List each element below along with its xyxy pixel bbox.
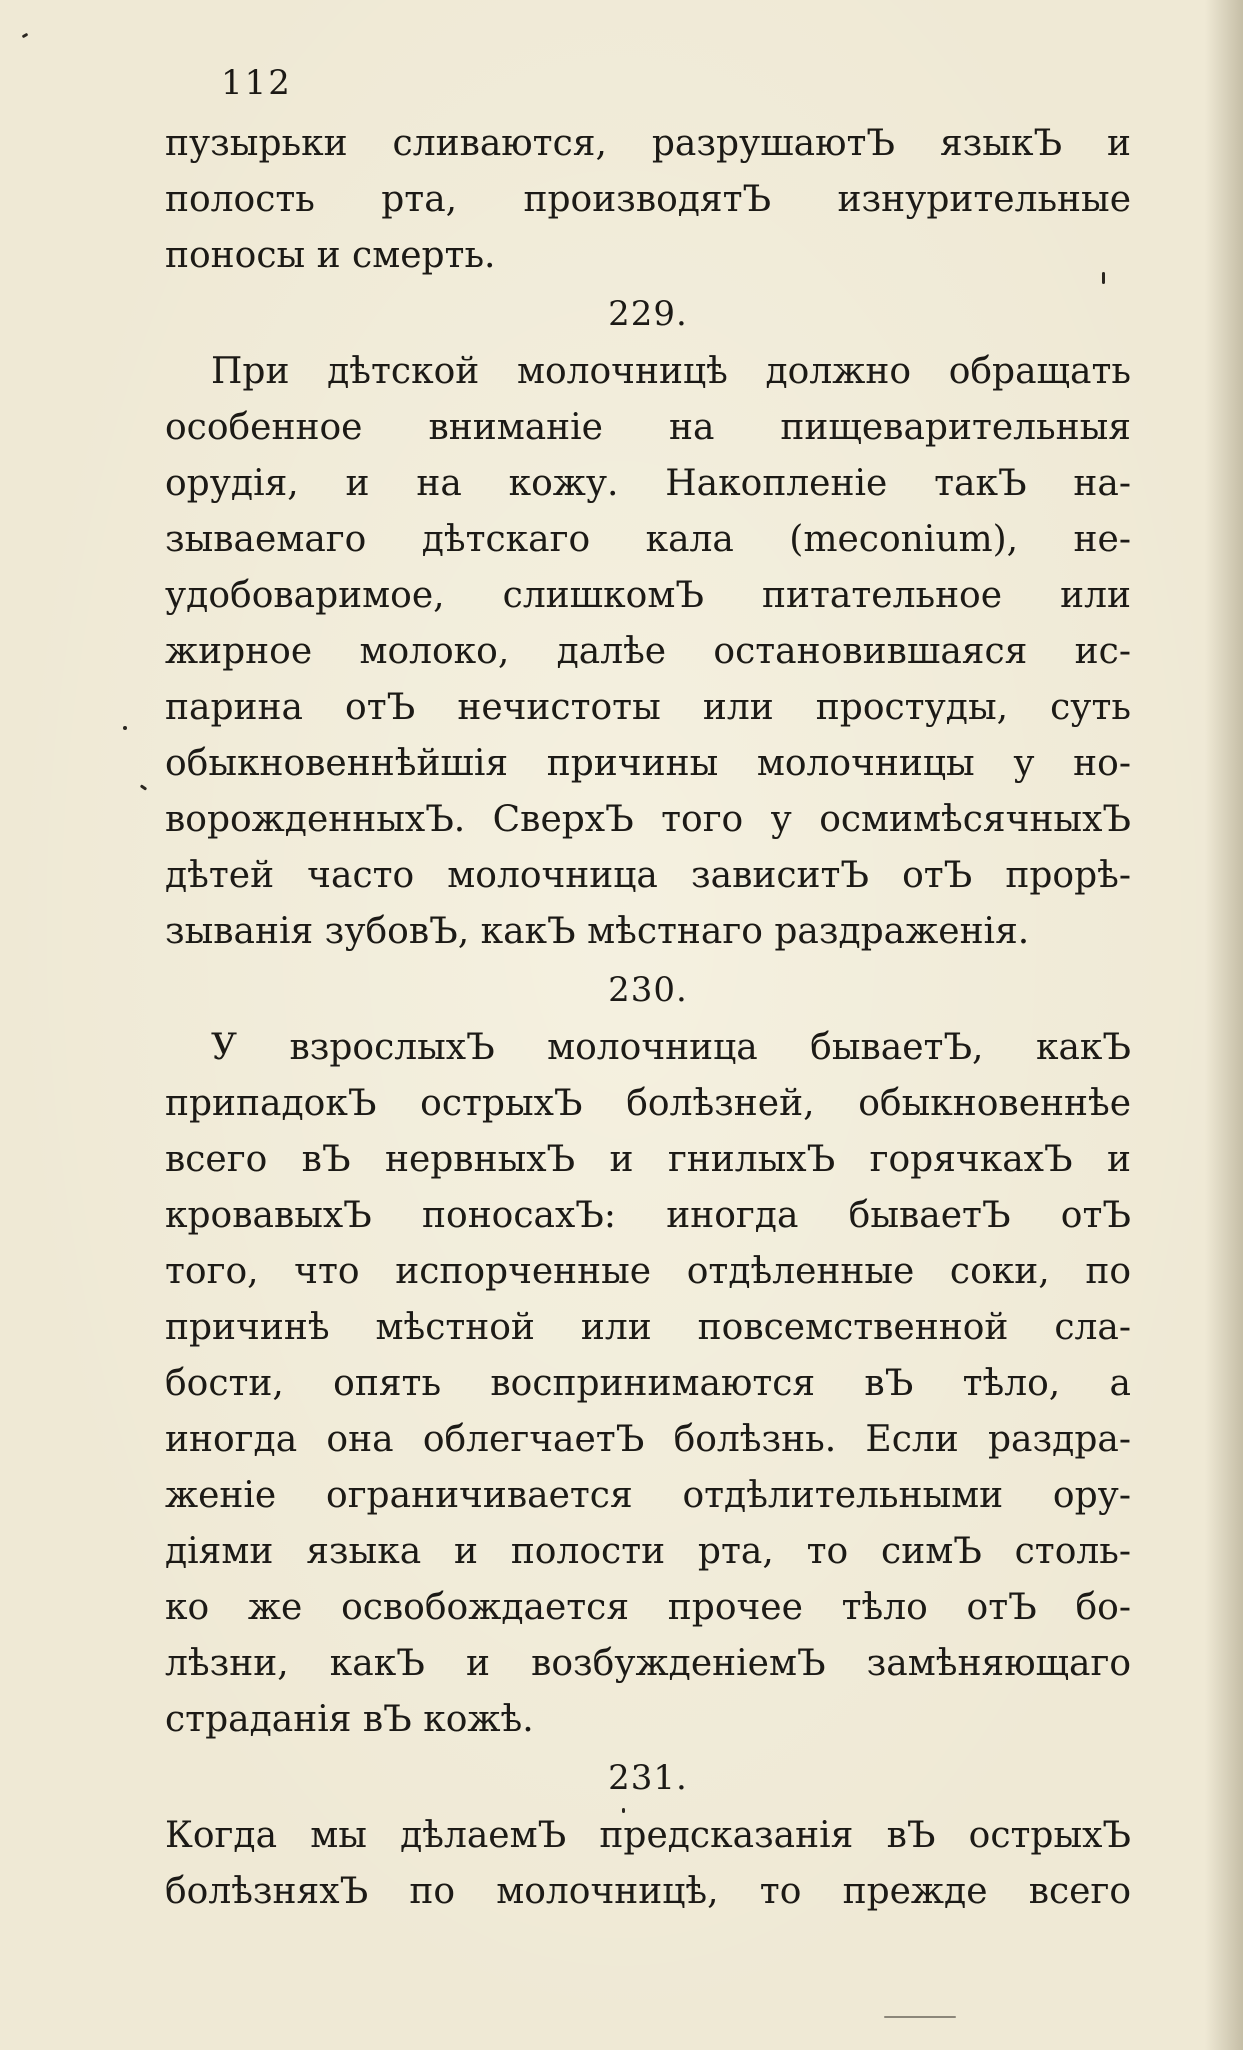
text-line: обыкновеннѣйшія причины молочницы у но-: [165, 743, 1131, 784]
text-line: дѣтей часто молочница зависитЪ отЪ прорѣ-: [165, 855, 1131, 896]
text-line: Когда мы дѣлаемЪ предсказанія вЪ острыхЪ: [165, 1815, 1131, 1856]
text-line: кровавыхЪ поносахЪ: иногда бываетЪ отЪ: [165, 1195, 1131, 1236]
text-line: женіе ограничивается отдѣлительными ору-: [165, 1475, 1131, 1516]
text-line: того, что испорченные отдѣленные соки, по: [165, 1251, 1131, 1292]
text-line: парина отЪ нечистоты или простуды, суть: [165, 687, 1131, 728]
text-line: При дѣтской молочницѣ должно обращать: [211, 351, 1131, 392]
paragraph-231: [165, 1808, 1131, 1920]
ink-speck: [22, 33, 29, 39]
text-line: лѣзни, какЪ и возбужденіемЪ замѣняющаго: [165, 1643, 1131, 1684]
text-line: причинѣ мѣстной или повсемственной сла-: [165, 1307, 1131, 1348]
text-line: поносы и смерть.: [165, 235, 496, 276]
page-text: [165, 60, 1131, 1920]
text-line: У взрослыхЪ молочница бываетЪ, какЪ: [211, 1027, 1131, 1068]
ink-speck: [140, 784, 147, 790]
text-line: зываемаго дѣтскаго кала (meconium), не-: [165, 519, 1131, 560]
text-line: особенное вниманіе на пищеварительныя: [165, 407, 1131, 448]
page-number: 112: [221, 63, 292, 103]
text-line: жирное молоко, далѣе остановившаяся ис-: [165, 631, 1131, 672]
text-line: припадокЪ острыхЪ болѣзней, обыкновеннѣе: [165, 1083, 1131, 1124]
section-number: 229.: [608, 294, 688, 334]
paragraph-continuation: [165, 116, 1131, 284]
paragraph-229: [165, 344, 1131, 960]
text-line: діями языка и полости рта, то симЪ столь-: [165, 1531, 1131, 1572]
ink-speck: [123, 726, 127, 730]
text-line: ворожденныхЪ. СверхЪ того у осмимѣсячныхЪ: [165, 799, 1131, 840]
paragraph-230: [165, 1020, 1131, 1748]
page-edge-shadow: [1205, 0, 1243, 2050]
text-line: иногда она облегчаетЪ болѣзнь. Если раздра-: [165, 1419, 1131, 1460]
section-number: 230.: [608, 970, 688, 1010]
text-line: болѣзняхЪ по молочницѣ, то прежде всего: [165, 1871, 1131, 1912]
text-line: полость рта, производятЪ изнурительные: [165, 179, 1131, 220]
text-line: бости, опять воспринимаются вЪ тѣло, а: [165, 1363, 1131, 1404]
text-line: зыванія зубовЪ, какЪ мѣстнаго раздраженія.: [165, 911, 1030, 952]
text-line: удобоваримое, слишкомЪ питательное или: [165, 575, 1131, 616]
section-number: 231.: [608, 1758, 688, 1798]
text-line: всего вЪ нервныхЪ и гнилыхЪ горячкахЪ и: [165, 1139, 1131, 1180]
text-line: страданія вЪ кожѣ.: [165, 1699, 534, 1740]
text-line: ко же освобождается прочее тѣло отЪ бо-: [165, 1587, 1131, 1628]
ink-speck: [884, 2016, 956, 2018]
text-line: пузырьки сливаются, разрушаютЪ языкЪ и: [165, 123, 1131, 164]
text-line: орудія, и на кожу. Накопленіе такЪ на-: [165, 463, 1131, 504]
